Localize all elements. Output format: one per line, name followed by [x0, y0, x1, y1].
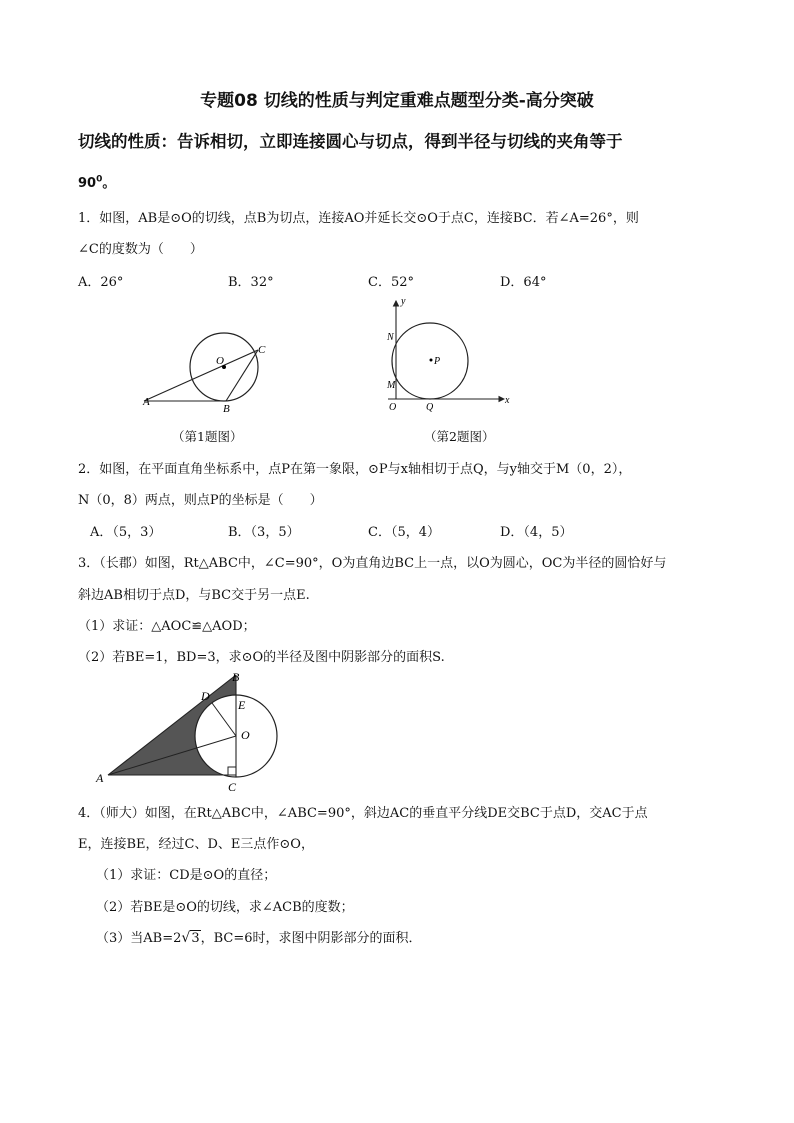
- q2-option-a: A．（5，3）: [90, 525, 162, 540]
- page-title: 专题08 切线的性质与判定重难点题型分类-高分突破: [200, 91, 594, 111]
- q1-line2: ∠C的度数为（ ）: [78, 242, 203, 257]
- fig2-label-o: O: [389, 402, 397, 413]
- q2-option-d: D．（4，5）: [500, 525, 573, 540]
- fig2-label-n: N: [387, 332, 394, 343]
- fig1-label-a: A: [143, 396, 150, 408]
- fig2-label-y: y: [401, 296, 406, 307]
- q4-sub3: [96, 927, 422, 946]
- q4-sub3-pre: （3）当AB=: [96, 931, 174, 946]
- q4-sub3-post: ，BC=6时，求图中阴影部分的面积．: [200, 931, 422, 946]
- q2-line1: 2．如图，在平面直角坐标系中，点P在第一象限，⊙P与x轴相切于点Q，与y轴交于M（0，2），: [78, 462, 632, 477]
- deg-sup: 0: [96, 174, 103, 185]
- q2-option-c: C．（5，4）: [368, 525, 440, 540]
- q4-sub2: （2）若BE是⊙O的切线，求∠ACB的度数；: [96, 900, 354, 915]
- fig2-caption: （第2题图）: [424, 429, 495, 444]
- q1-option-a: A．26°: [78, 275, 124, 290]
- fig3-label-b: B: [232, 670, 240, 684]
- q3-sub2: （2）若BE=1，BD=3，求⊙O的半径及图中阴影部分的面积S.: [78, 650, 445, 665]
- q3-line1: 3．（长郡）如图，Rt△ABC中，∠C=90°，O为直角边BC上一点，以O为圆心，OC为半径的圆恰好与: [78, 556, 667, 571]
- q4-sub3-coef: 2: [173, 931, 182, 946]
- fig2-label-x: x: [505, 395, 510, 406]
- q1-option-b: B．32°: [228, 275, 274, 290]
- q2-option-b: B．（3，5）: [228, 525, 300, 540]
- fig3-label-a: A: [96, 771, 104, 785]
- fig3-label-o: O: [241, 728, 250, 742]
- fig2-label-p: P: [434, 356, 441, 367]
- figure-2: [380, 295, 520, 415]
- fig3-label-c: C: [228, 780, 237, 794]
- q4-sub3-radicand: 3: [191, 931, 200, 946]
- section-heading: 切线的性质：告诉相切，立即连接圆心与切点，得到半径与切线的夹角等于: [78, 132, 623, 151]
- deg-tail: 。: [102, 176, 116, 191]
- section-heading-tail: [78, 172, 115, 191]
- fig1-caption: （第1题图）: [172, 429, 243, 444]
- q1-option-d: D．64°: [500, 275, 547, 290]
- q3-line2: 斜边AB相切于点D，与BC交于另一点E.: [78, 588, 310, 603]
- figure-1: [130, 320, 280, 420]
- fig1-label-c: C: [258, 344, 266, 356]
- fig1-label-b: B: [223, 403, 230, 415]
- q4-line2: E，连接BE，经过C、D、E三点作⊙O，: [78, 837, 314, 852]
- fig3-label-d: D: [201, 689, 210, 703]
- q2-line2: N（0，8）两点，则点P的坐标是（ ）: [78, 493, 323, 508]
- figure-3: [92, 665, 292, 795]
- fig1-segment-ac: [144, 350, 258, 401]
- sqrt-sign: √: [181, 930, 191, 946]
- q1-line1: 1．如图，AB是⊙O的切线，点B为切点，连接AO并延长交⊙O于点C，连接BC．若∠A=26°，则: [78, 211, 639, 226]
- fig2-label-m: M: [387, 380, 396, 391]
- fig3-label-e: E: [238, 698, 246, 712]
- fig2-label-q: Q: [426, 402, 434, 413]
- q4-line1: 4．（师大）如图，在Rt△ABC中，∠ABC=90°，斜边AC的垂直平分线DE交BC于点D，交AC于点: [78, 806, 648, 821]
- q4-sub1: （1）求证：CD是⊙O的直径；: [96, 868, 277, 883]
- q1-option-c: C．52°: [368, 275, 414, 290]
- deg-value: 90: [78, 176, 97, 191]
- fig2-center-dot: [430, 359, 433, 362]
- fig1-label-o: O: [216, 355, 224, 367]
- q3-sub1: （1）求证：△AOC≌△AOD；: [78, 619, 256, 634]
